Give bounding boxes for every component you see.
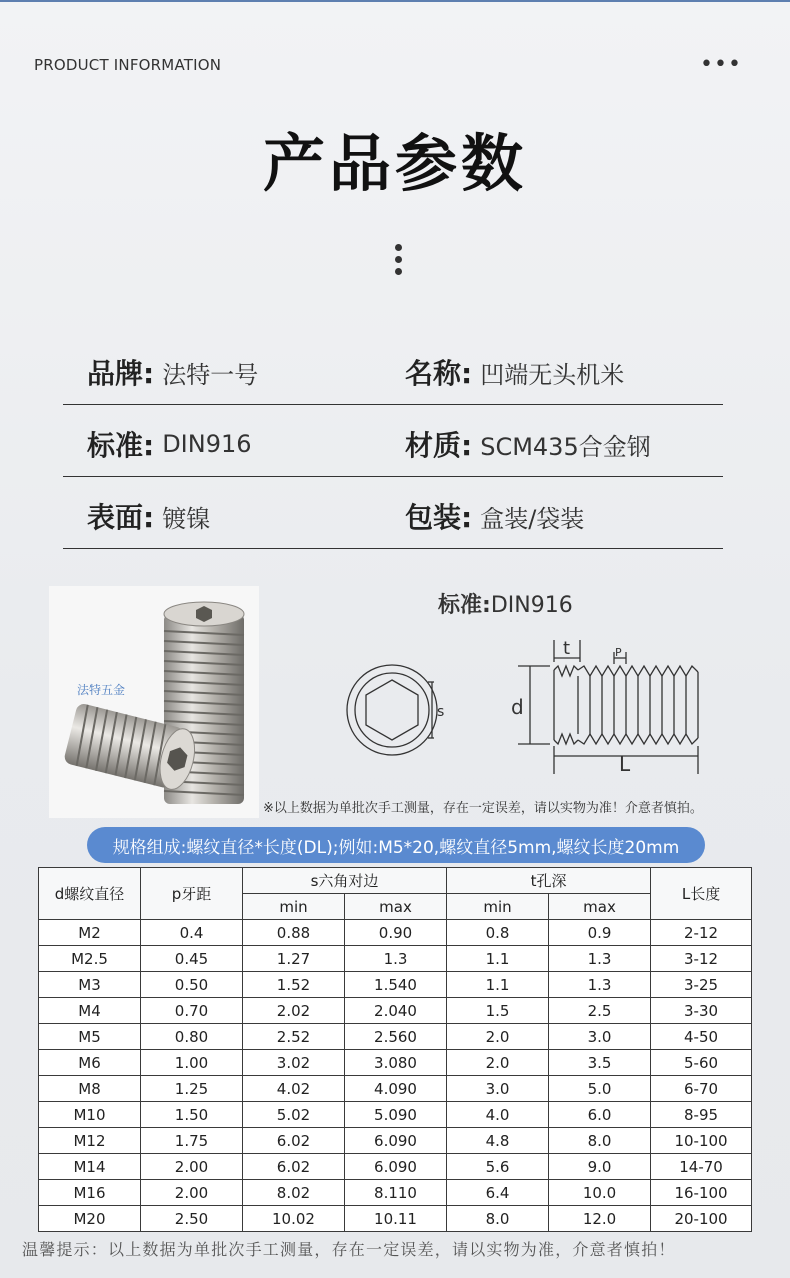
table-row [39, 1050, 752, 1076]
table-cell: 3.5 [549, 1050, 651, 1076]
watermark-label: 法特五金 [77, 683, 126, 697]
product-photo [49, 586, 259, 818]
table-cell: 8.110 [345, 1180, 447, 1206]
table-cell: 5-60 [651, 1050, 752, 1076]
table-row [39, 1206, 752, 1232]
table-cell: 9.0 [549, 1154, 651, 1180]
table-cell: M8 [39, 1076, 141, 1102]
table-cell: M5 [39, 1024, 141, 1050]
section-label: PRODUCT INFORMATION [34, 56, 222, 74]
table-cell: 5.090 [345, 1102, 447, 1128]
attribute-key: 表面: [87, 501, 155, 534]
label-t: t [563, 638, 571, 659]
attribute-key: 名称: [405, 357, 473, 390]
table-cell: 2-12 [651, 920, 752, 946]
table-row [39, 946, 752, 972]
table-cell: 3-25 [651, 972, 752, 998]
table-cell: 3.0 [447, 1076, 549, 1102]
table-cell: 1.3 [345, 946, 447, 972]
table-cell: 2.00 [141, 1180, 243, 1206]
header-t-min: min [447, 894, 549, 920]
attribute-value: SCM435合金钢 [480, 432, 651, 461]
attribute-value: 镀镍 [162, 504, 211, 533]
table-cell: 8.02 [243, 1180, 345, 1206]
table-cell: 16-100 [651, 1180, 752, 1206]
table-cell: 8.0 [447, 1206, 549, 1232]
table-cell: 0.45 [141, 946, 243, 972]
table-cell: 2.00 [141, 1154, 243, 1180]
table-cell: 0.70 [141, 998, 243, 1024]
table-row [39, 1102, 752, 1128]
table-cell: 1.3 [549, 972, 651, 998]
table-cell: M12 [39, 1128, 141, 1154]
table-cell: 8.0 [549, 1128, 651, 1154]
table-cell: 0.80 [141, 1024, 243, 1050]
table-cell: 1.27 [243, 946, 345, 972]
set-screw-illustration [49, 586, 259, 818]
table-cell: 0.8 [447, 920, 549, 946]
table-row [39, 1076, 752, 1102]
table-cell: 4.02 [243, 1076, 345, 1102]
table-cell: 6.0 [549, 1102, 651, 1128]
table-cell: 1.5 [447, 998, 549, 1024]
table-cell: 5.0 [549, 1076, 651, 1102]
table-cell: 1.1 [447, 972, 549, 998]
table-cell: 3-12 [651, 946, 752, 972]
more-vertical-icon [395, 244, 405, 280]
table-cell: 1.75 [141, 1128, 243, 1154]
table-cell: M6 [39, 1050, 141, 1076]
spec-banner: 规格组成:螺纹直径*长度(DL);例如:M5*20,螺纹直径5mm,螺纹长度20mm [87, 827, 705, 863]
table-cell: 8-95 [651, 1102, 752, 1128]
table-cell: 3.02 [243, 1050, 345, 1076]
table-cell: M20 [39, 1206, 141, 1232]
spec-table [38, 867, 752, 1232]
table-cell: 6.4 [447, 1180, 549, 1206]
technical-drawing [340, 628, 710, 778]
table-cell: 2.0 [447, 1024, 549, 1050]
table-cell: 1.540 [345, 972, 447, 998]
table-row [39, 1128, 752, 1154]
header-s: s六角对边 [243, 868, 447, 894]
page-title: 产品参数 [262, 127, 527, 200]
header-s-min: min [243, 894, 345, 920]
attribute-row [63, 484, 723, 549]
standard-title [438, 588, 573, 619]
table-cell: 10.02 [243, 1206, 345, 1232]
attribute-key: 材质: [405, 429, 473, 462]
table-row [39, 1154, 752, 1180]
footer-note: 温馨提示：以上数据为单批次手工测量，存在一定误差，请以实物为准，介意者慎拍！ [22, 1240, 676, 1259]
table-row [39, 920, 752, 946]
table-cell: 0.50 [141, 972, 243, 998]
table-cell: 20-100 [651, 1206, 752, 1232]
header-s-max: max [345, 894, 447, 920]
table-cell: 10-100 [651, 1128, 752, 1154]
standard-value: DIN916 [490, 593, 573, 618]
table-cell: 1.00 [141, 1050, 243, 1076]
table-cell: 4.0 [447, 1102, 549, 1128]
spec-table-body [39, 920, 752, 1232]
table-cell: 6-70 [651, 1076, 752, 1102]
table-cell: 1.1 [447, 946, 549, 972]
attribute-value: 盒装/袋装 [480, 504, 585, 533]
header-l: L长度 [651, 868, 752, 920]
table-cell: 12.0 [549, 1206, 651, 1232]
table-cell: 1.3 [549, 946, 651, 972]
table-cell: 3-30 [651, 998, 752, 1024]
table-row [39, 972, 752, 998]
table-cell: 2.560 [345, 1024, 447, 1050]
attribute-value: DIN916 [162, 430, 252, 458]
attribute-value: 凹端无头机米 [480, 360, 625, 389]
standard-label: 标准: [438, 593, 491, 618]
header-d: d螺纹直径 [39, 868, 141, 920]
label-l: L [619, 752, 631, 776]
header-t: t孔深 [447, 868, 651, 894]
attribute-row [63, 412, 723, 477]
header-t-max: max [549, 894, 651, 920]
table-cell: M16 [39, 1180, 141, 1206]
end-view [347, 665, 437, 755]
table-cell: 2.50 [141, 1206, 243, 1232]
side-view [518, 640, 698, 774]
table-cell: 0.90 [345, 920, 447, 946]
attribute-key: 包装: [405, 501, 473, 534]
table-cell: 0.88 [243, 920, 345, 946]
table-cell: 2.02 [243, 998, 345, 1024]
label-p: P [615, 646, 622, 659]
table-cell: M2 [39, 920, 141, 946]
table-cell: 6.02 [243, 1128, 345, 1154]
table-cell: 1.52 [243, 972, 345, 998]
table-cell: 3.0 [549, 1024, 651, 1050]
table-cell: M14 [39, 1154, 141, 1180]
table-cell: 1.25 [141, 1076, 243, 1102]
table-cell: 0.4 [141, 920, 243, 946]
diagram-note: ※以上数据为单批次手工测量，存在一定误差，请以实物为准！介意者慎拍。 [263, 801, 703, 816]
table-cell: 2.5 [549, 998, 651, 1024]
label-d: d [511, 695, 524, 719]
table-cell: 2.040 [345, 998, 447, 1024]
table-cell: M3 [39, 972, 141, 998]
table-cell: 4.8 [447, 1128, 549, 1154]
table-cell: 5.02 [243, 1102, 345, 1128]
table-cell: M2.5 [39, 946, 141, 972]
attribute-key: 品牌: [87, 357, 155, 390]
table-cell: 10.0 [549, 1180, 651, 1206]
table-cell: 6.090 [345, 1128, 447, 1154]
table-cell: 2.52 [243, 1024, 345, 1050]
attribute-value: 法特一号 [162, 360, 259, 389]
table-cell: 2.0 [447, 1050, 549, 1076]
attribute-key: 标准: [87, 429, 155, 462]
label-s: s [437, 704, 445, 720]
table-cell: 10.11 [345, 1206, 447, 1232]
table-row [39, 1024, 752, 1050]
header-p: p牙距 [141, 868, 243, 920]
table-cell: M4 [39, 998, 141, 1024]
table-cell: 14-70 [651, 1154, 752, 1180]
table-row [39, 998, 752, 1024]
table-cell: M10 [39, 1102, 141, 1128]
table-cell: 3.080 [345, 1050, 447, 1076]
table-cell: 4-50 [651, 1024, 752, 1050]
table-cell: 4.090 [345, 1076, 447, 1102]
table-cell: 5.6 [447, 1154, 549, 1180]
table-cell: 6.090 [345, 1154, 447, 1180]
attribute-row [63, 340, 723, 405]
table-cell: 1.50 [141, 1102, 243, 1128]
more-horizontal-icon[interactable]: ••• [700, 52, 742, 77]
table-cell: 0.9 [549, 920, 651, 946]
table-cell: 6.02 [243, 1154, 345, 1180]
top-accent-line [0, 0, 790, 2]
table-row [39, 1180, 752, 1206]
